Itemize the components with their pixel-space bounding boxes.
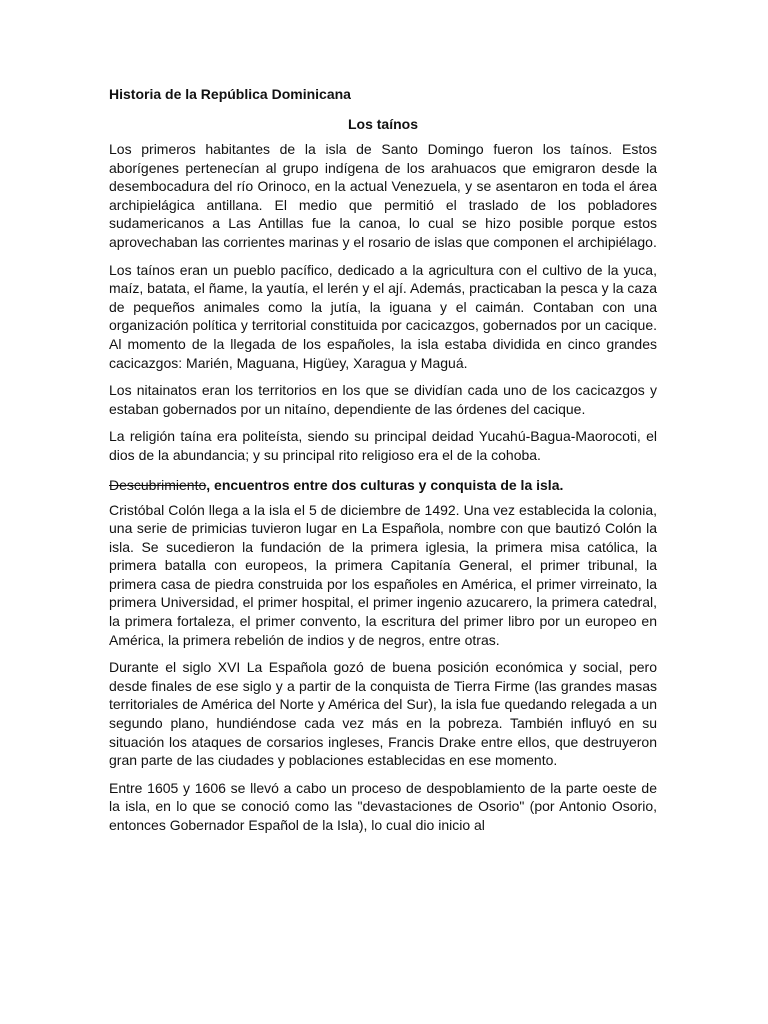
paragraph-4: La religión taína era politeísta, siendo su principal deidad Yucahú-Bagua-Maorocoti, el dios de la abundancia; y su principal rito religioso era el de la cohoba. [109,428,657,463]
paragraph-7: Entre 1605 y 1606 se llevó a cabo un proceso de despoblamiento de la parte oeste de la isla, en lo que se conoció como las "devastaciones de Osorio" (por Antonio Osorio, entonces Gobernador Español de la Isla), lo cual dio inicio al [109,779,657,833]
struck-word: Descubrimiento [109,476,207,493]
paragraph-1: Los primeros habitantes de la isla de Santo Domingo fueron los taínos. Estos aborígenes pertenecían al grupo indígena de los arahuacos que emigraron desde la desembocadura del río Orinoco, en la actual Venezuela, y se asentaron en toda el área archipielágica antillana. El medio que permitió el traslado de los pobladores sudamericanos a Las Antillas fue la canoa, lo cual se hizo posible porque estos aprovechaban las corrientes marinas y el rosario de islas que componen el archipiélago. [109,141,657,250]
paragraph-6: Durante el siglo XVI La Española gozó de buena posición económica y social, pero desde finales de ese siglo y a partir de la conquista de Tierra Firme (las grandes masas territoriales de América del Norte y América del Sur), la isla fue quedando relegada a un segundo plano, hundiéndose cada vez más en la pobreza. También influyó en su situación los ataques de corsarios ingleses, Francis Drake entre ellos, que destruyeron gran parte de las ciudades y poblaciones establecidas en ese momento. [109,659,657,769]
section-title-descubrimiento [109,475,657,495]
document-title: Historia de la República Dominicana [109,86,351,102]
paragraph-5: Cristóbal Colón llega a la isla el 5 de diciembre de 1492. Una vez establecida la colonia, una serie de primicias tuvieron lugar en La Española, nombre con que bautizó Colón la isla. Se sucedieron la fundación de la primera iglesia, la primera misa católica, la primera batalla con europeos, la primera Capitanía General, el primer tribunal, la primera casa de piedra construida por los españoles en América, el primer virreinato, la primera Universidad, el primer hospital, el primer ingenio azucarero, la primera catedral, la primera fortaleza, el primer convento, la escritura del primer libro por un europeo en América, la primera rebelión de indios y de negros, entre otras. [109,501,657,648]
paragraph-2: Los taínos eran un pueblo pacífico, dedicado a la agricultura con el cultivo de la yuca, maíz, batata, el ñame, la yautía, el lerén y el ají. Además, practicaban la pesca y la caza de pequeños animales como la jutía, la iguana y el caimán. Contaban con una organización política y territorial constituida por cacicazgos, gobernados por un cacique. Al momento de la llegada de los españoles, la isla estaba dividida en cinco grandes cacicazgos: Marién, Maguana, Higüey, Xaragua y Maguá. [109,261,657,371]
section-title-tainos: Los taínos [347,116,418,132]
section-title-rest: , encuentros entre dos culturas y conquista de la isla. [206,476,564,493]
paragraph-3: Los nitainatos eran los territorios en los que se dividían cada uno de los cacicazgos y estaban gobernados por un nitaíno, dependiente de las órdenes del cacique. [109,382,657,417]
document-page [109,84,657,835]
